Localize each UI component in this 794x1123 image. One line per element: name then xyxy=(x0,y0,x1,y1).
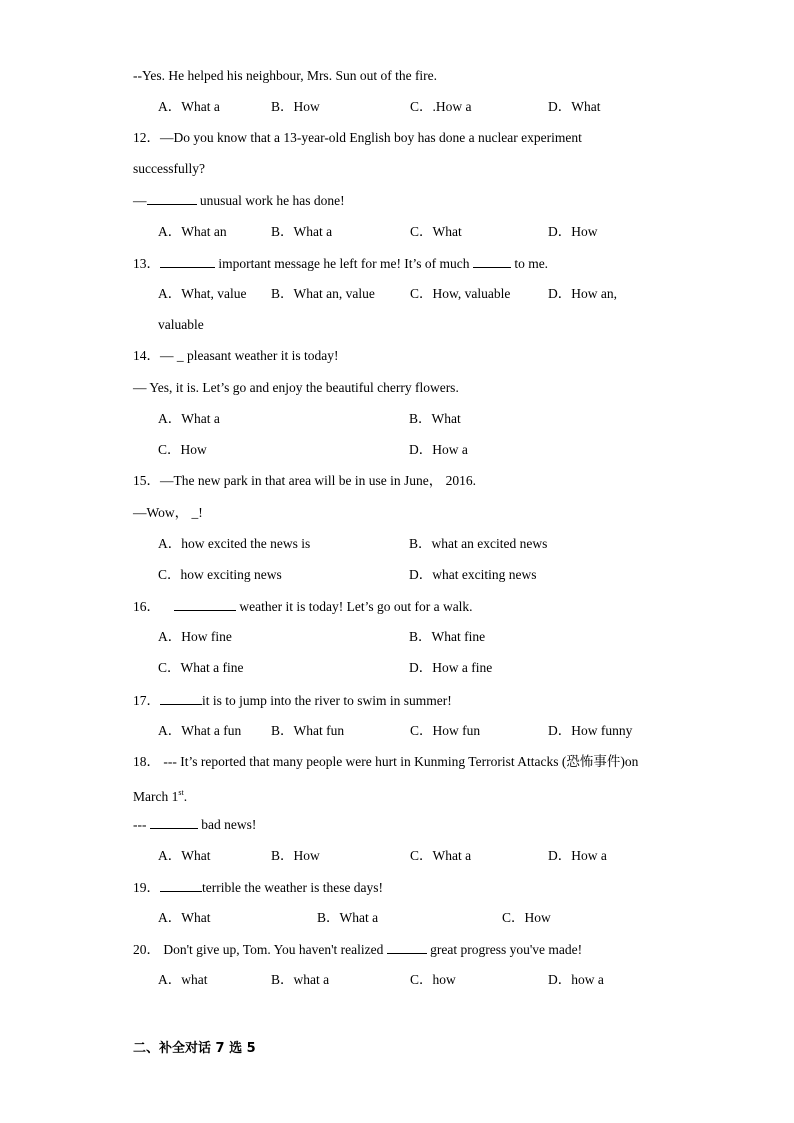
answer-blank xyxy=(473,255,511,268)
q18-option-a[interactable]: A．What xyxy=(158,848,211,863)
q18-date: March 1 xyxy=(133,789,179,804)
q17-option-c[interactable]: C．How fun xyxy=(410,723,481,738)
q19-stem xyxy=(133,879,383,896)
q18-option-c[interactable]: C．What a xyxy=(410,848,472,863)
q12-stem-line-2: successfully? xyxy=(133,161,205,176)
q13-option-c[interactable]: C．How, valuable xyxy=(410,286,511,301)
q13-option-d[interactable]: D．How an, xyxy=(548,286,617,301)
q18-reply-prefix: --- xyxy=(133,817,150,832)
answer-blank xyxy=(150,816,198,829)
q18-date-end: . xyxy=(183,789,188,804)
answer-blank xyxy=(160,692,202,705)
q16-option-b[interactable]: B．What fine xyxy=(409,629,486,644)
q13-stem-part-b: to me. xyxy=(510,256,549,271)
q11-option-a[interactable]: A．What a xyxy=(158,99,220,114)
q15-option-b[interactable]: B．what an excited news xyxy=(409,536,548,551)
q13-stem-part-a: important message he left for me! It’s of much xyxy=(215,256,473,271)
q14-option-d[interactable]: D．How a xyxy=(409,442,468,457)
q19-number: 19． xyxy=(133,880,160,895)
q11-option-b[interactable]: B．How xyxy=(271,99,320,114)
q17-option-d[interactable]: D．How funny xyxy=(548,723,633,738)
q18-date-suffix: st xyxy=(178,788,184,797)
answer-blank xyxy=(174,598,236,611)
q16-option-c[interactable]: C．What a fine xyxy=(158,660,244,675)
q14-option-a[interactable]: A．What a xyxy=(158,411,220,426)
q12-option-a[interactable]: A．What an xyxy=(158,224,227,239)
q15-option-c[interactable]: C．how exciting news xyxy=(158,567,282,582)
q13-number: 13． xyxy=(133,256,160,271)
q11-option-c[interactable]: C．.How a xyxy=(410,99,472,114)
q16-stem xyxy=(133,598,473,615)
q12-option-b[interactable]: B．What a xyxy=(271,224,333,239)
q20-stem-part-a: Don't give up, Tom. You haven't realized xyxy=(160,942,387,957)
q17-stem-suffix: it is to jump into the river to swim in summer! xyxy=(202,693,452,708)
q17-number: 17． xyxy=(133,693,160,708)
q15-option-d[interactable]: D．what exciting news xyxy=(409,567,537,582)
q14-reply: — Yes, it is. Let’s go and enjoy the beautiful cherry flowers. xyxy=(133,380,459,395)
q17-option-b[interactable]: B．What fun xyxy=(271,723,345,738)
q13-option-d-wrap[interactable]: valuable xyxy=(158,317,204,332)
q20-option-d[interactable]: D．how a xyxy=(548,972,604,987)
section-heading: 二、补全对话 7 选 5 xyxy=(133,1041,256,1056)
q12-reply-prefix: — xyxy=(133,193,147,208)
q19-option-a[interactable]: A．What xyxy=(158,910,211,925)
q15-reply: —Wow， _! xyxy=(133,505,203,520)
q13-stem xyxy=(133,255,548,272)
q16-option-d[interactable]: D．How a fine xyxy=(409,660,493,675)
q12-stem-line-1: 12．—Do you know that a 13-year-old English boy has done a nuclear experiment xyxy=(133,130,582,145)
q16-stem-suffix: weather it is today! Let’s go out for a walk. xyxy=(236,599,473,614)
q20-option-b[interactable]: B．what a xyxy=(271,972,330,987)
q14-stem: 14．— _ pleasant weather it is today! xyxy=(133,348,339,363)
q18-reply xyxy=(133,816,256,833)
q20-option-c[interactable]: C．how xyxy=(410,972,456,987)
q14-option-c[interactable]: C．How xyxy=(158,442,207,457)
answer-blank xyxy=(387,941,427,954)
q15-option-a[interactable]: A．how excited the news is xyxy=(158,536,311,551)
answer-blank xyxy=(160,255,215,268)
q16-number: 16． xyxy=(133,599,160,614)
q16-option-a[interactable]: A．How fine xyxy=(158,629,232,644)
answer-blank xyxy=(160,879,202,892)
q19-stem-suffix: terrible the weather is these days! xyxy=(202,880,384,895)
q12-reply-suffix: unusual work he has done! xyxy=(196,193,345,208)
q14-option-b[interactable]: B．What xyxy=(409,411,461,426)
q11-option-d[interactable]: D．What xyxy=(548,99,601,114)
q19-option-c[interactable]: C．How xyxy=(502,910,551,925)
q12-reply xyxy=(133,192,345,209)
q18-stem-line-2 xyxy=(133,785,187,805)
q17-stem xyxy=(133,692,452,709)
q18-reply-suffix: bad news! xyxy=(197,817,257,832)
q13-option-a[interactable]: A．What, value xyxy=(158,286,247,301)
q12-option-c[interactable]: C．What xyxy=(410,224,462,239)
q18-stem-line-1: 18． --- It’s reported that many people were hurt in Kunming Terrorist Attacks (恐怖事件)on xyxy=(133,754,639,769)
q17-option-a[interactable]: A．What a fun xyxy=(158,723,242,738)
q20-stem-part-b: great progress you've made! xyxy=(426,942,583,957)
q11-answer-line: --Yes. He helped his neighbour, Mrs. Sun out of the fire. xyxy=(133,68,438,83)
q12-option-d[interactable]: D．How xyxy=(548,224,598,239)
q13-option-b[interactable]: B．What an, value xyxy=(271,286,375,301)
q19-option-b[interactable]: B．What a xyxy=(317,910,379,925)
q15-stem: 15．—The new park in that area will be in use in June， 2016. xyxy=(133,473,477,488)
answer-blank xyxy=(147,192,197,205)
q20-option-a[interactable]: A．what xyxy=(158,972,208,987)
q18-option-d[interactable]: D．How a xyxy=(548,848,607,863)
q18-option-b[interactable]: B．How xyxy=(271,848,320,863)
q20-number: 20． xyxy=(133,942,160,957)
q20-stem xyxy=(133,941,582,958)
